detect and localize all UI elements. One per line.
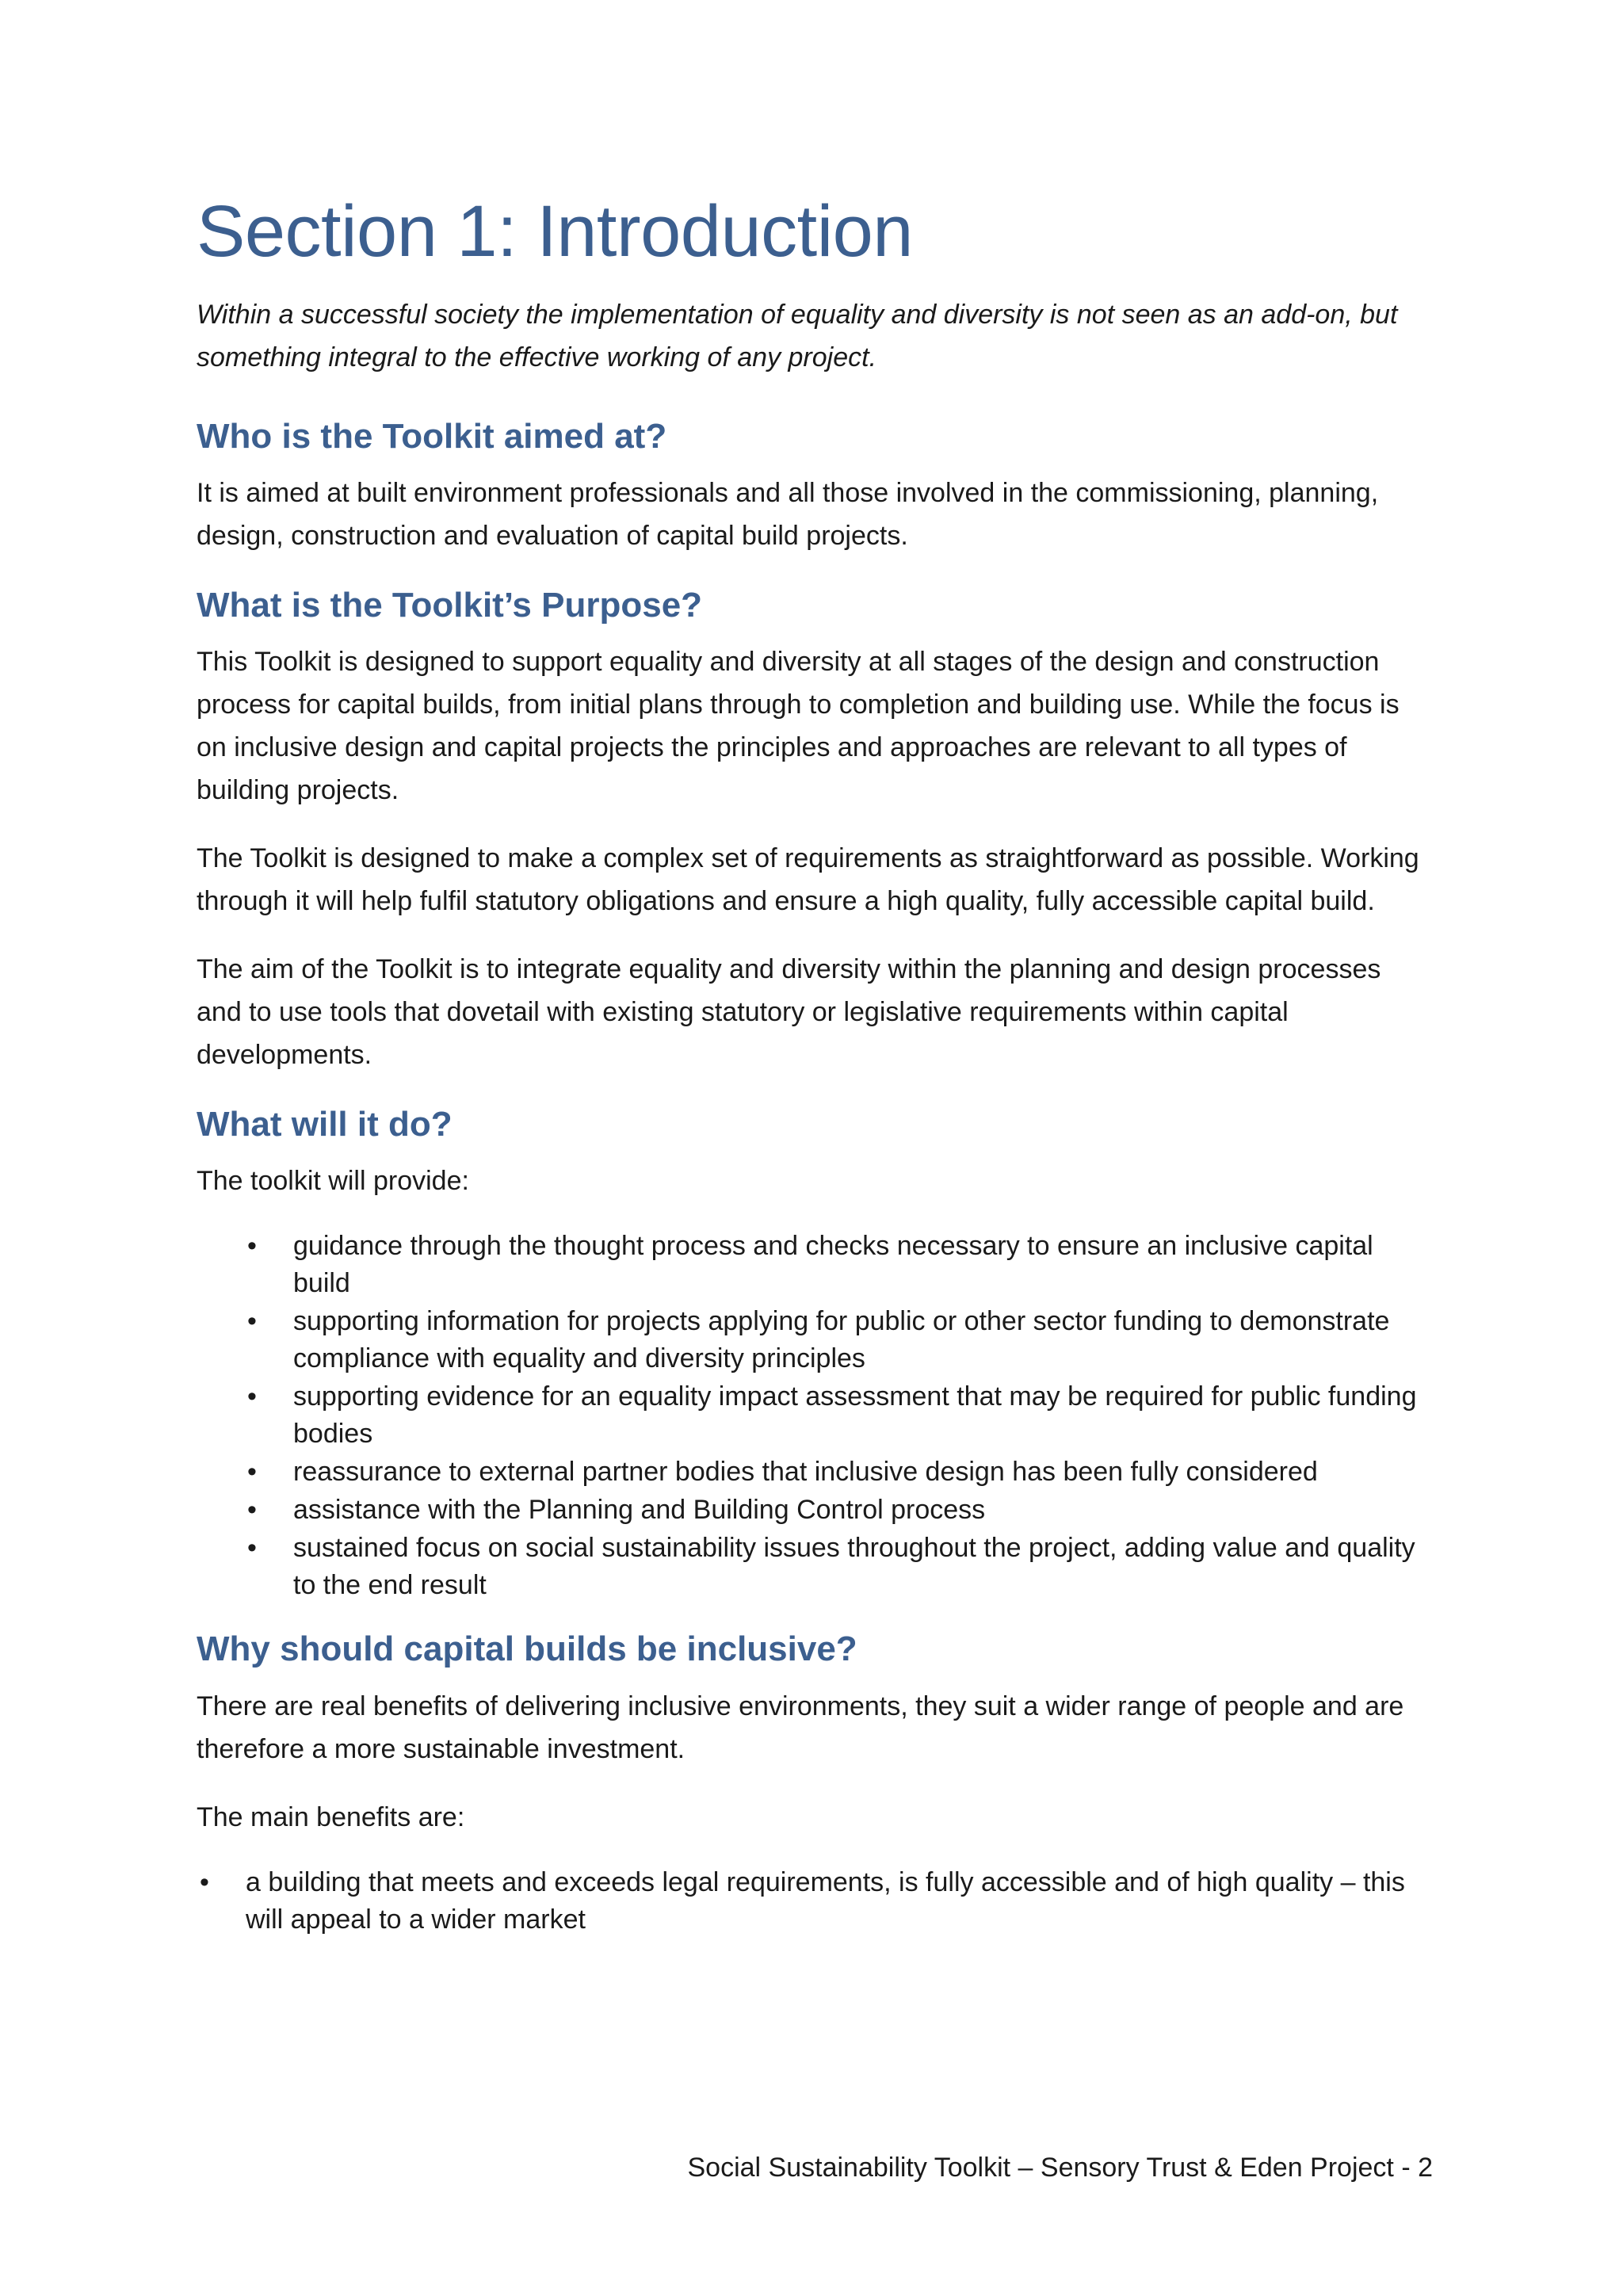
section-heading: Who is the Toolkit aimed at? [197, 416, 667, 456]
list-item: • assistance with the Planning and Building Control process [197, 1492, 1433, 1529]
section-intro: The toolkit will provide: [197, 1166, 469, 1197]
lead-paragraph: Within a successful society the implementation of equality and diversity is not seen as an add-on, but something integral to the effective working of any project. [197, 299, 1398, 372]
section-paragraph: The aim of the Toolkit is to integrate equality and diversity within the planning and design processes and to use tools that dovetail with existing statutory or legislative requirements within capital developments. [197, 954, 1381, 1071]
list-item: • guidance through the thought process and checks necessary to ensure an inclusive capital build [197, 1228, 1433, 1302]
section-paragraph: The main benefits are: [197, 1801, 465, 1832]
provides-list [197, 1228, 1433, 1604]
section-paragraph: There are real benefits of delivering inclusive environments, they suit a wider range of people and are therefore a more sustainable investment. [197, 1690, 1404, 1764]
list-item: • supporting information for projects applying for public or other sector funding to demonstrate compliance with equality and diversity principles [197, 1303, 1433, 1377]
list-item: • supporting evidence for an equality impact assessment that may be required for public funding bodies [197, 1378, 1433, 1453]
section-heading: What is the Toolkit’s Purpose? [197, 585, 703, 625]
page-title: Section 1: Introduction [197, 191, 913, 272]
section-paragraph: This Toolkit is designed to support equality and diversity at all stages of the design and construction process for capital builds, from initial plans through to completion and building use. While the focus is on inclusive design and capital projects the principles and approaches are relevant to all types of building projects. [197, 647, 1400, 806]
benefits-list [197, 1864, 1433, 1939]
list-item: • a building that meets and exceeds legal requirements, is fully accessible and of high quality – this will appeal to a wider market [197, 1864, 1433, 1939]
page-footer: Social Sustainability Toolkit – Sensory Trust & Eden Project - 2 [687, 2153, 1433, 2183]
list-item: • reassurance to external partner bodies that inclusive design has been fully considered [197, 1454, 1433, 1491]
section-audience [197, 414, 1433, 557]
section-why-inclusive [197, 1626, 1433, 1938]
section-purpose [197, 583, 1433, 1076]
list-item: • sustained focus on social sustainability issues throughout the project, adding value and quality to the end result [197, 1530, 1433, 1604]
section-heading: What will it do? [197, 1105, 453, 1144]
section-what-it-does [197, 1102, 1433, 1604]
document-page [197, 190, 1433, 1961]
section-paragraph: The Toolkit is designed to make a complex set of requirements as straightforward as possible. Working through it will help fulfil statutory obligations and ensure a high quality, fully accessible capital build. [197, 843, 1419, 917]
section-paragraph: It is aimed at built environment professionals and all those involved in the commissioning, planning, design, construction and evaluation of capital build projects. [197, 477, 1379, 551]
section-heading: Why should capital builds be inclusive? [197, 1629, 857, 1669]
